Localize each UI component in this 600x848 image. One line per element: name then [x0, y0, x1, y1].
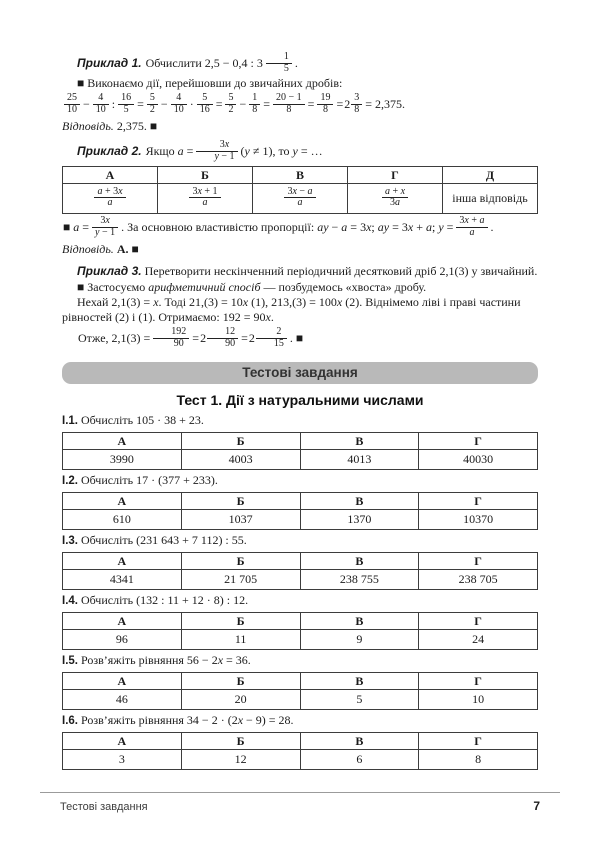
answer-value: А. ■ [116, 242, 139, 256]
page-footer [40, 792, 560, 813]
question-5-line [62, 653, 538, 669]
answer-label: Відповідь. [62, 119, 114, 133]
denominator: 90 [173, 337, 184, 349]
answer-cell-a: 46 [63, 690, 182, 710]
example-3-problem: Перетворити нескінченний періодичний десятковий дріб 2,1(3) у звичайний. [144, 264, 538, 278]
answer-header-row [63, 673, 538, 690]
fraction [351, 93, 362, 115]
answer-cell-a: 610 [63, 510, 182, 530]
answer-header-g: Г [419, 433, 538, 450]
fraction [249, 93, 260, 115]
numerator: 19 [317, 93, 333, 105]
example-1-title [62, 53, 538, 75]
question-1 [62, 413, 538, 470]
question-2-line [62, 473, 538, 489]
fraction [118, 93, 134, 115]
question-5 [62, 653, 538, 710]
example-3-title [62, 264, 538, 279]
question-number: І.6. [62, 715, 78, 727]
answer-cell-g: 24 [419, 630, 538, 650]
answer-cell-b: 1037 [181, 510, 300, 530]
fraction [64, 93, 80, 115]
answer-cell-v: 9 [300, 630, 419, 650]
answer-header-b: Б [181, 433, 300, 450]
answer-cell-b: 21 705 [181, 570, 300, 590]
denominator: a [107, 197, 113, 208]
test-title: Тест 1. Дії з натуральними числами [176, 392, 424, 408]
fraction [256, 327, 287, 349]
answer-cell-b: 20 [181, 690, 300, 710]
question-1-line [62, 413, 538, 429]
example-3 [62, 264, 538, 350]
question-number: І.3. [62, 535, 78, 547]
question-6-answer-table [62, 732, 538, 770]
fraction [197, 93, 213, 115]
question-text: Обчисліть (132 : 11 + 12 · 8) : 12. [80, 593, 249, 607]
answer-cell-v: 4013 [300, 450, 419, 470]
numerator: 192 [153, 327, 189, 339]
denominator: 90 [225, 337, 236, 349]
answer-header-b: Б [181, 613, 300, 630]
denominator: 5 [283, 62, 289, 74]
numerator: 4 [93, 93, 109, 105]
fraction [207, 327, 238, 349]
answer-cell-v: 1370 [300, 510, 419, 530]
options-value-row [63, 184, 538, 214]
fraction [147, 93, 158, 115]
denominator: 10 [67, 103, 77, 115]
answer-header-g: Г [419, 673, 538, 690]
example-1-step: ■ Виконаємо дії, перейшовши до звичайних дробів: [77, 76, 343, 90]
denominator: 15 [273, 337, 284, 349]
page-number: 7 [533, 799, 540, 813]
answer-value-row [63, 750, 538, 770]
answer-header-b: Б [181, 673, 300, 690]
answer-cell-v: 6 [300, 750, 419, 770]
question-number: І.2. [62, 475, 78, 487]
example-2-problem: Якщо a = $\frac{3x}{y - 1}$ (y ≠ 1), то y = … [145, 139, 323, 162]
answer-value-row [63, 630, 538, 650]
answer-header-a: А [63, 733, 182, 750]
option-header-a: А [63, 167, 158, 184]
answer-header-row [63, 733, 538, 750]
denominator: 10 [95, 103, 106, 115]
mixed-number: 2 $\frac{2}{15}$ [249, 331, 289, 345]
answer-cell-g: 10370 [419, 510, 538, 530]
option-cell-v [253, 184, 348, 214]
denominator: 16 [199, 103, 210, 115]
numerator: 3x + a [456, 216, 487, 228]
question-6-line [62, 713, 538, 729]
question-1-answer-table [62, 432, 538, 470]
option-header-d: Д [443, 167, 538, 184]
numerator: 3x + 1 [189, 187, 220, 199]
answer-header-row [63, 433, 538, 450]
answer-header-a: А [63, 613, 182, 630]
denominator: y − 1 [214, 150, 235, 162]
options-header-row [63, 167, 538, 184]
answer-cell-b: 12 [181, 750, 300, 770]
fraction [189, 187, 220, 209]
numerator: 25 [64, 93, 80, 105]
question-text: Розв’яжіть рівняння 34 − 2 · (2x − 9) = 28. [80, 713, 294, 727]
fraction [317, 93, 333, 115]
fraction [196, 140, 237, 162]
answer-header-a: А [63, 553, 182, 570]
numerator: a + x [382, 187, 408, 199]
numerator: 3x − a [284, 187, 315, 199]
answer-cell-g: 238 705 [419, 570, 538, 590]
mixed-number: 2 $\frac{12}{90}$ [200, 331, 240, 345]
example-2-title [62, 141, 538, 163]
fraction [225, 93, 236, 115]
fraction [153, 327, 189, 349]
example-2-solution: ■ a = $\frac{3x}{y - 1}$ . За основною властивістю пропорції: ay − a = 3x; ay = 3x + a; y = $\frac{3x + a}{a}$ . [63, 215, 494, 238]
example-2-label: Приклад 2. [77, 143, 142, 158]
example-3-step1: ■ Застосуємо арифметичний спосіб — позбудемось «хвоста» дробу. [77, 280, 427, 294]
denominator: 2 [149, 103, 155, 115]
numerator: 12 [207, 327, 238, 339]
denominator: a [202, 197, 208, 208]
denominator: a [469, 226, 475, 238]
answer-cell-b: 4003 [181, 450, 300, 470]
answer-cell-a: 4341 [63, 570, 182, 590]
footer-section-label: Тестові завдання [60, 801, 148, 813]
question-3 [62, 533, 538, 590]
fraction [456, 216, 487, 238]
question-number: І.5. [62, 655, 78, 667]
question-3-line [62, 533, 538, 549]
denominator: a [297, 197, 303, 208]
answer-header-a: А [63, 673, 182, 690]
numerator: 1 [249, 93, 260, 105]
question-5-answer-table [62, 672, 538, 710]
answer-label: Відповідь. [62, 242, 114, 256]
answer-value-row [63, 570, 538, 590]
question-4-answer-table [62, 612, 538, 650]
answer-header-row [63, 613, 538, 630]
answer-cell-v: 238 755 [300, 570, 419, 590]
denominator: 3a [390, 197, 400, 208]
numerator: 3x [196, 140, 237, 152]
answer-header-v: В [300, 733, 419, 750]
answer-header-v: В [300, 553, 419, 570]
answer-header-v: В [300, 493, 419, 510]
fraction [273, 93, 305, 115]
option-header-v: В [253, 167, 348, 184]
answer-cell-g: 10 [419, 690, 538, 710]
denominator: 8 [354, 103, 360, 115]
question-2 [62, 473, 538, 530]
option-cell-b [158, 184, 253, 214]
answer-header-row [63, 493, 538, 510]
answer-header-b: Б [181, 493, 300, 510]
question-4-line [62, 593, 538, 609]
numerator: 5 [147, 93, 158, 105]
example-3-result: Отже, 2,1(3) = $\frac{192}{90}$ =2 $\frac{12}{90}$ =2 $\frac{2}{15}$ . ■ [78, 326, 304, 349]
answer-cell-g: 8 [419, 750, 538, 770]
denominator: 10 [173, 103, 184, 115]
question-number: І.4. [62, 595, 78, 607]
numerator: 4 [171, 93, 187, 105]
example-2 [62, 141, 538, 257]
answer-value-row [63, 510, 538, 530]
answer-header-g: Г [419, 613, 538, 630]
fraction [171, 93, 187, 115]
denominator: y − 1 [95, 226, 116, 238]
option-cell-g [348, 184, 443, 214]
numerator: 20 − 1 [273, 93, 305, 105]
answer-cell-b: 11 [181, 630, 300, 650]
option-header-g: Г [348, 167, 443, 184]
answer-header-g: Г [419, 553, 538, 570]
answer-cell-a: 96 [63, 630, 182, 650]
fraction [266, 52, 292, 74]
example-2-answer [62, 242, 538, 257]
denominator: 8 [252, 103, 258, 115]
example-1-answer [62, 119, 538, 134]
fraction [93, 93, 109, 115]
answer-header-g: Г [419, 733, 538, 750]
answer-header-v: В [300, 433, 419, 450]
answer-cell-a: 3 [63, 750, 182, 770]
answer-value-row [63, 450, 538, 470]
option-header-b: Б [158, 167, 253, 184]
page-content [62, 46, 538, 773]
numerator: a + 3x [94, 187, 125, 199]
answer-value-row [63, 690, 538, 710]
footer-row [40, 793, 560, 813]
example-1-label: Приклад 1. [77, 55, 142, 70]
example-3-label: Приклад 3. [77, 264, 142, 278]
numerator: 1 [266, 52, 292, 64]
numerator: 5 [225, 93, 236, 105]
answer-cell-a: 3990 [63, 450, 182, 470]
answer-header-a: А [63, 433, 182, 450]
question-2-answer-table [62, 492, 538, 530]
example-1-calculation: $\frac{25}{10}$ − $\frac{4}{10}$ : $\frac{16}{5}$ = $\frac{5}{2}$ − $\frac{4}{10}$ · $\frac{5}{16}$ = $\frac{5}{2}$ − $\frac{1}{8}$ = $\frac{20 - 1}{8}$ = $\frac{19}{8}$ =2 $\frac{3}{8}$ = 2,375. [62, 94, 538, 116]
example-3-step2: Нехай 2,1(3) = x. Тоді 21,(3) = 10x (1), 213,(3) = 100x (2). Віднімемо ліві і праві частини рівностей (2) і (1). Отримаємо: 192 = 90x. [62, 295, 521, 324]
denominator: 5 [123, 103, 129, 115]
fraction [92, 216, 118, 238]
numerator: 3x [92, 216, 118, 228]
answer-header-v: В [300, 613, 419, 630]
question-number: І.1. [62, 415, 78, 427]
example-1-problem: Обчислити 2,5 − 0,4 : 3 $\frac{1}{5}$ . [145, 51, 298, 74]
section-banner: Тестові завдання [62, 362, 538, 384]
question-text: Обчисліть 17 · (377 + 233). [80, 473, 218, 487]
mixed-number: 2 $\frac{3}{8}$ [344, 97, 364, 111]
answer-header-b: Б [181, 733, 300, 750]
denominator: 8 [322, 103, 328, 115]
answer-header-v: В [300, 673, 419, 690]
question-3-answer-table [62, 552, 538, 590]
denominator: 2 [228, 103, 234, 115]
answer-header-g: Г [419, 493, 538, 510]
example-2-options-table [62, 166, 538, 214]
denominator: 8 [286, 103, 292, 115]
answer-header-a: А [63, 493, 182, 510]
answer-value: 2,375. ■ [116, 119, 158, 133]
question-text: Обчисліть (231 643 + 7 112) : 55. [80, 533, 247, 547]
question-text: Обчисліть 105 · 38 + 23. [80, 413, 204, 427]
answer-header-b: Б [181, 553, 300, 570]
example-1 [62, 53, 538, 134]
numerator: 5 [197, 93, 213, 105]
answer-header-row [63, 553, 538, 570]
option-cell-d: інша відповідь [443, 184, 538, 214]
numerator: 16 [118, 93, 134, 105]
question-6 [62, 713, 538, 770]
answer-cell-v: 5 [300, 690, 419, 710]
fraction [382, 187, 408, 209]
numerator: 2 [256, 327, 287, 339]
option-cell-a [63, 184, 158, 214]
answer-cell-g: 40030 [419, 450, 538, 470]
question-text: Розв’яжіть рівняння 56 − 2x = 36. [80, 653, 251, 667]
question-4 [62, 593, 538, 650]
numerator: 3 [351, 93, 362, 105]
fraction [284, 187, 315, 209]
fraction [94, 187, 125, 209]
